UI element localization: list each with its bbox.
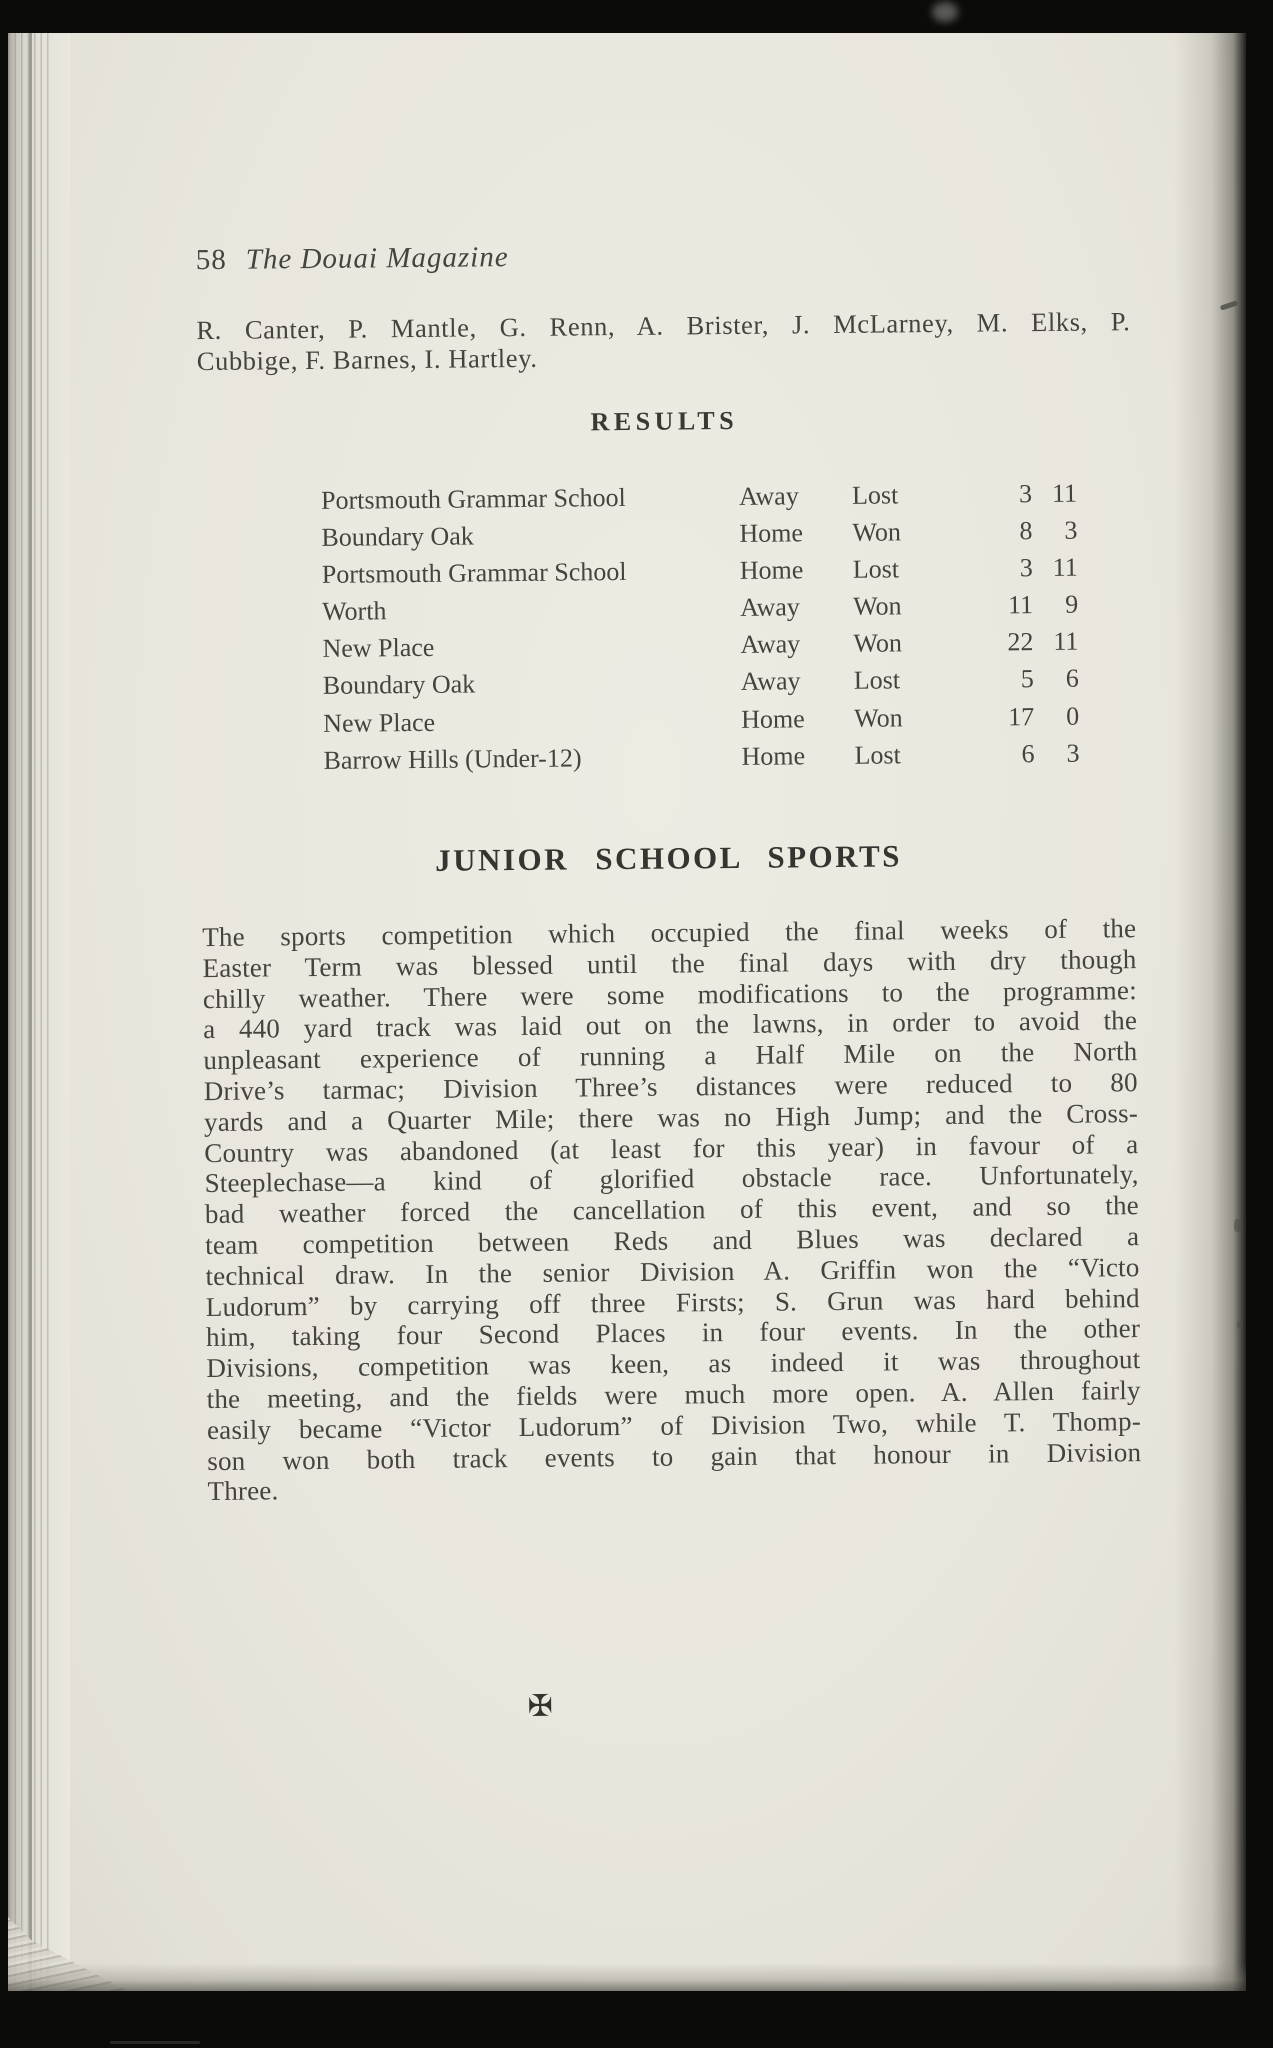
venue-cell: Away — [740, 666, 801, 697]
score-against-cell: 9 — [1064, 589, 1079, 620]
article-line: Drive’s tarmac; Division Three’s distances were reduced to 80 — [203, 1067, 1138, 1107]
score-for-cell: 8 — [1019, 516, 1033, 546]
venue-cell: Home — [739, 555, 804, 586]
cover-smudge — [932, 2, 958, 22]
outcome-cell: Lost — [851, 480, 899, 510]
team-list-line: R. Canter, P. Mantle, G. Renn, A. Brister, J. McLarney, M. Elks, P. — [196, 306, 1131, 346]
outcome-cell: Lost — [853, 665, 901, 696]
venue-cell: Home — [741, 740, 806, 771]
cover-edge-hairline — [110, 2041, 200, 2044]
score-for-cell: 11 — [1007, 590, 1034, 620]
score-against-cell: 3 — [1066, 738, 1080, 768]
article-body — [202, 913, 1142, 1507]
running-header — [196, 235, 1130, 277]
article-line: Divisions, competition was keen, as indeed it was throughout — [206, 1344, 1141, 1384]
score-against-cell: 0 — [1066, 701, 1080, 731]
maltese-cross-ornament: ✠ — [527, 1688, 553, 1724]
outcome-cell: Won — [853, 628, 903, 659]
article-line: Country was abandoned (at least for this year) in favour of a — [204, 1128, 1139, 1168]
venue-cell: Away — [740, 629, 801, 660]
printed-content — [8, 33, 1246, 1991]
article-line: him, taking four Second Places in four events. In the other — [205, 1313, 1141, 1353]
score-against-cell: 11 — [1052, 552, 1078, 583]
score-against-cell: 6 — [1065, 664, 1079, 694]
outcome-cell: Won — [854, 702, 903, 733]
opponent-cell: Worth — [322, 596, 387, 627]
match-row — [323, 734, 1079, 778]
article-line: Steeplechase—a kind of glorified obstacle race. Unfortunately, — [204, 1159, 1139, 1199]
score-for-cell: 17 — [1008, 701, 1035, 731]
article-line: Ludorum” by carrying off three Firsts; S. Grun was hard behind — [205, 1282, 1140, 1322]
team-list-line: Cubbige, F. Barnes, I. Hartley. — [196, 342, 538, 376]
score-for-cell: 3 — [1018, 479, 1033, 509]
page-edge-mark — [1234, 1219, 1241, 1232]
article-line: chilly weather. There were some modifications to the programme: — [202, 974, 1137, 1014]
venue-cell: Home — [741, 703, 805, 734]
opponent-cell: New Place — [322, 633, 435, 664]
score-against-cell: 11 — [1051, 478, 1078, 508]
sports-heading: JUNIOR SCHOOL SPORTS — [434, 838, 903, 878]
results-heading: RESULTS — [590, 405, 739, 437]
venue-cell: Away — [738, 481, 799, 511]
outcome-cell: Won — [852, 517, 902, 547]
article-line: easily became “Victor Ludorum” of Division Two, while T. Thomp- — [206, 1405, 1142, 1445]
venue-cell: Home — [739, 518, 804, 548]
magazine-title: The Douai Magazine — [245, 241, 509, 276]
outcome-cell: Won — [852, 591, 902, 622]
opponent-cell: New Place — [323, 707, 436, 738]
opponent-cell: Barrow Hills (Under-12) — [323, 743, 582, 775]
article-line: bad weather forced the cancellation of this event, and so the — [204, 1190, 1140, 1230]
article-line: the meeting, and the fields were much more open. A. Allen fairly — [206, 1375, 1141, 1415]
article-line: a 440 yard track was laid out on the lawns, in order to avoid the — [203, 1005, 1138, 1045]
score-for-cell: 5 — [1020, 664, 1034, 694]
venue-cell: Away — [739, 592, 800, 623]
results-table — [321, 475, 1080, 779]
opponent-cell: Portsmouth Grammar School — [321, 557, 627, 590]
page-number: 58 — [195, 243, 227, 277]
outcome-cell: Lost — [854, 740, 901, 770]
score-against-cell: 3 — [1064, 515, 1078, 545]
opponent-cell: Portsmouth Grammar School — [320, 482, 626, 515]
score-against-cell: 11 — [1053, 627, 1079, 657]
opponent-cell: Boundary Oak — [322, 669, 476, 701]
article-line: technical draw. In the senior Division A. Griffin won the “Victo — [205, 1251, 1140, 1291]
outcome-cell: Lost — [852, 554, 900, 584]
team-list — [196, 306, 1131, 376]
opponent-cell: Boundary Oak — [321, 521, 474, 553]
article-line: Three. — [207, 1475, 279, 1507]
score-for-cell: 6 — [1021, 738, 1035, 768]
article-line: Easter Term was blessed until the final days with dry though — [202, 943, 1137, 983]
score-for-cell: 3 — [1019, 553, 1033, 583]
page-edge-mark — [1237, 1321, 1243, 1329]
article-line: unpleasant experience of running a Half Mile on the North — [203, 1036, 1138, 1076]
article-line: son won both track events to gain that honour in Division — [207, 1436, 1142, 1476]
article-line: The sports competition which occupied the final weeks of the — [202, 913, 1137, 953]
magazine-page — [8, 33, 1246, 1991]
score-for-cell: 22 — [1007, 627, 1034, 657]
article-line: yards and a Quarter Mile; there was no High Jump; and the Cross- — [203, 1097, 1139, 1137]
article-line: team competition between Reds and Blues was declared a — [205, 1221, 1140, 1261]
